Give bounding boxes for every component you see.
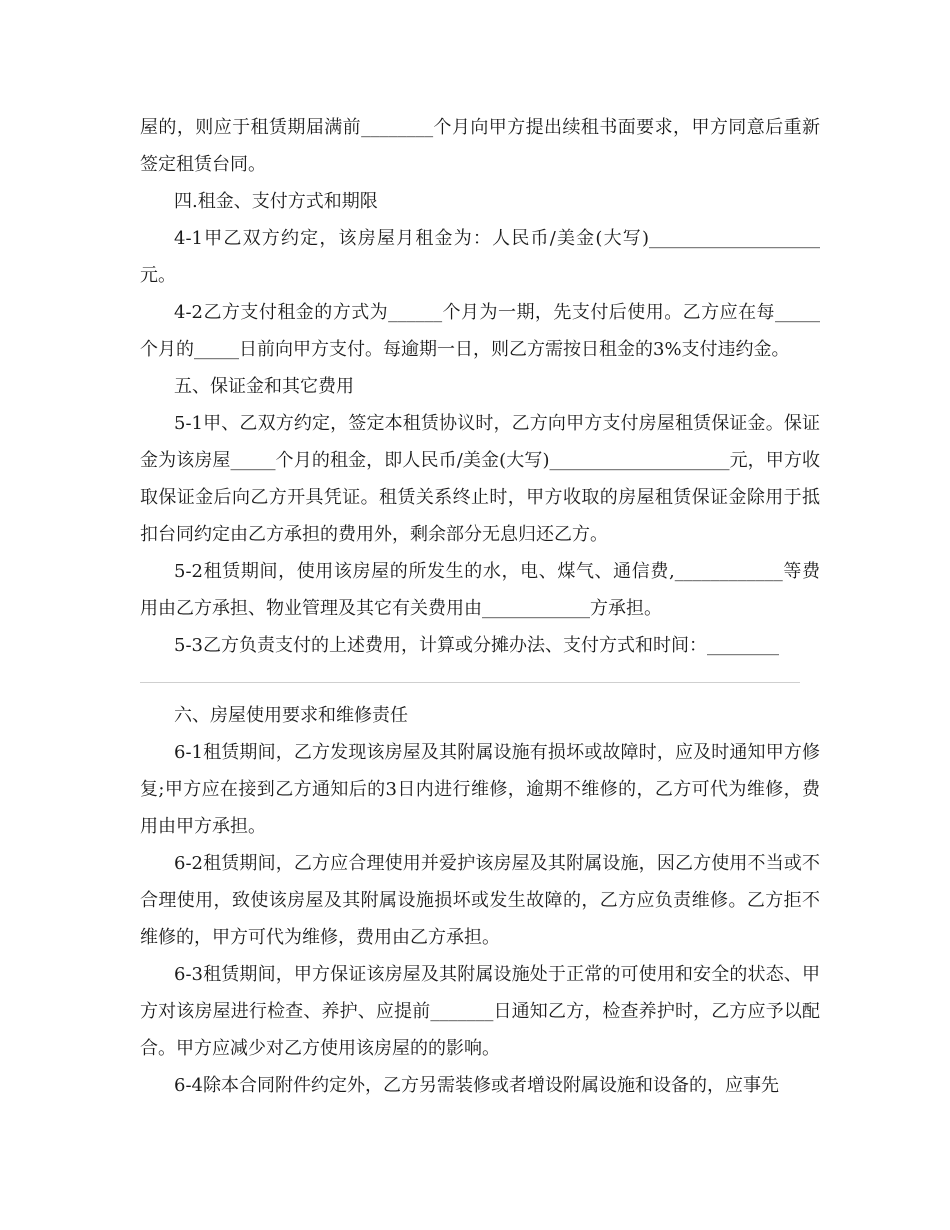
section-heading-deposit-fees: 五、保证金和其它费用	[174, 376, 354, 397]
section-heading-rent-payment: 四.租金、支付方式和期限	[174, 191, 378, 212]
clause-6-2: 6-2租赁期间，乙方应合理使用并爱护该房屋及其附属设施，因乙方使用不当或不合理使用，致使该房屋及其附属设施损坏或发生故障的，乙方应负责维修。乙方拒不维修的，甲方可代为维修，费用由乙方承担。	[140, 853, 820, 948]
clause-5-2: 5-2租赁期间，使用该房屋的所发生的水，电、煤气、通信费,____________等费用由乙方承担、物业管理及其它有关费用由____________方承担。	[140, 561, 820, 619]
clause-6-3: 6-3租赁期间，甲方保证该房屋及其附属设施处于正常的可使用和安全的状态、甲方对该房屋进行检查、养护、应提前_______日通知乙方，检查养护时，乙方应予以配合。甲方应减少对乙方使用该房屋的的影响。	[140, 964, 820, 1059]
clause-4-1: 4-1甲乙双方约定，该房屋月租金为：人民币/美金(大写)___________________元。	[140, 228, 820, 286]
clause-5-3: 5-3乙方负责支付的上述费用，计算或分摊办法、支付方式和时间：________	[174, 635, 779, 656]
paragraph-renewal-continuation: 屋的，则应于租赁期届满前________个月向甲方提出续租书面要求，甲方同意后重新签定租赁台同。	[140, 117, 820, 175]
clause-6-1: 6-1租赁期间，乙方发现该房屋及其附属设施有损坏或故障时，应及时通知甲方修复;甲方应在接到乙方通知后的3日内进行维修，逾期不维修的，乙方可代为维修，费用由甲方承担。	[140, 742, 820, 837]
clause-4-2: 4-2乙方支付租金的方式为______个月为一期，先支付后使用。乙方应在每_____个月的_____日前向甲方支付。每逾期一日，则乙方需按日租金的3%支付违约金。	[140, 302, 820, 360]
blank-line-divider	[140, 682, 800, 683]
clause-6-4: 6-4除本合同附件约定外，乙方另需装修或者增设附属设施和设备的，应事先	[174, 1075, 779, 1096]
section-heading-use-maintenance: 六、房屋使用要求和维修责任	[174, 705, 408, 726]
clause-5-1: 5-1甲、乙双方约定，签定本租赁协议时，乙方向甲方支付房屋租赁保证金。保证金为该房屋_____个月的租金，即人民币/美金(大写)____________________元，甲方收取保证金后向乙方开具凭证。租赁关系终止时，甲方收取的房屋租赁保证金除用于抵扣台同约定由乙方承担的费用外，剩余部分无息归还乙方。	[140, 413, 820, 545]
